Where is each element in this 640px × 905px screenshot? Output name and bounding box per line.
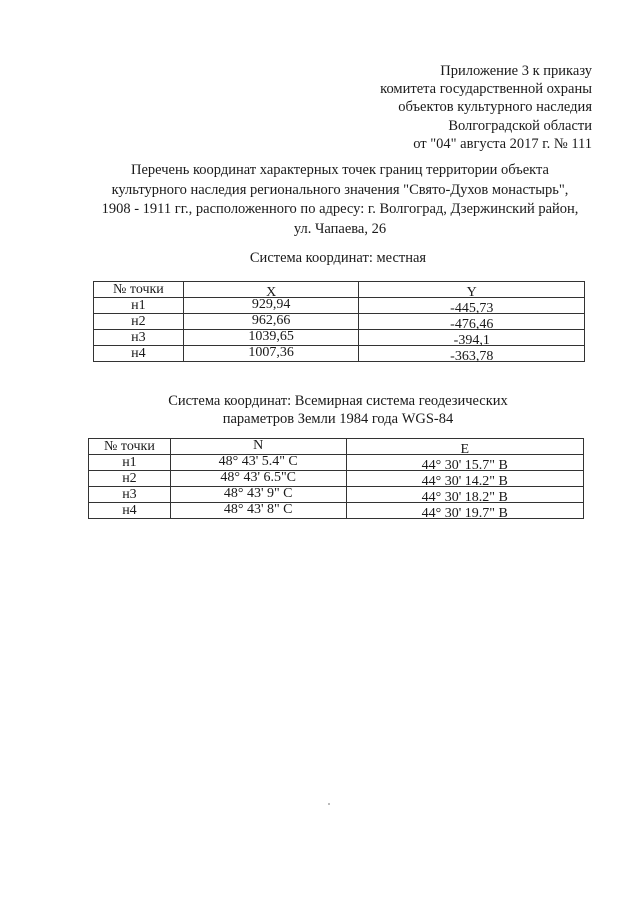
point-cell: н3 <box>94 330 184 346</box>
table-row <box>89 455 584 471</box>
wgs84-coordinates-table <box>88 438 584 519</box>
wgs-heading-line: Система координат: Всемирная система геодезических <box>168 393 508 409</box>
x-cell <box>183 298 359 314</box>
point-cell: н2 <box>89 471 171 487</box>
y-value: -394,1 <box>453 333 490 348</box>
appendix-header <box>380 62 592 153</box>
n-value: 48° 43' 5.4" С <box>218 454 298 469</box>
table-header-row <box>94 282 585 298</box>
column-header-y-text: Y <box>466 285 477 300</box>
table-row <box>89 471 584 487</box>
appendix-line: Волгоградской области <box>448 117 592 134</box>
point-cell: н3 <box>89 487 171 503</box>
e-value: 44° 30' 14.2" В <box>421 474 508 489</box>
column-header-e-text: E <box>460 442 470 457</box>
y-value: -476,46 <box>450 317 494 332</box>
table-row <box>89 503 584 519</box>
x-cell <box>183 314 359 330</box>
y-value: -363,78 <box>450 349 494 364</box>
local-coordinates-table <box>93 281 585 362</box>
scan-speck <box>328 803 330 805</box>
point-cell: н4 <box>94 346 184 362</box>
appendix-line: объектов культурного наследия <box>398 99 592 116</box>
n-value: 48° 43' 8" С <box>223 502 293 517</box>
point-cell: н4 <box>89 503 171 519</box>
local-system-heading <box>88 250 588 268</box>
column-header-x-text: X <box>266 285 277 300</box>
n-cell <box>170 487 346 503</box>
x-value: 929,94 <box>251 297 291 312</box>
n-cell <box>170 471 346 487</box>
table-row <box>94 346 585 362</box>
e-value: 44° 30' 19.7" В <box>421 506 508 521</box>
title-line: ул. Чапаева, 26 <box>293 220 387 237</box>
column-header-x <box>183 282 359 298</box>
n-value: 48° 43' 6.5"С <box>220 470 297 485</box>
title-line: 1908 - 1911 гг., расположенного по адресу: г. Волгоград, Дзержинский район, <box>101 201 579 217</box>
appendix-line: комитета государственной охраны <box>380 81 592 98</box>
table-row <box>89 487 584 503</box>
document-title <box>70 161 610 239</box>
appendix-line: Приложение 3 к приказу <box>440 63 592 79</box>
wgs-system-heading <box>88 393 588 428</box>
column-header-e <box>346 439 584 455</box>
y-value: -445,73 <box>450 301 494 316</box>
n-cell <box>170 503 346 519</box>
column-header-n-text: N <box>253 438 264 453</box>
column-header-point: № точки <box>94 282 184 298</box>
n-cell <box>170 455 346 471</box>
column-header-point: № точки <box>89 439 171 455</box>
point-cell: н2 <box>94 314 184 330</box>
point-cell: н1 <box>94 298 184 314</box>
table-row <box>94 298 585 314</box>
x-value: 1007,36 <box>248 345 294 360</box>
title-line: Перечень координат характерных точек границ территории объекта <box>131 162 549 178</box>
table-row <box>94 314 585 330</box>
point-cell: н1 <box>89 455 171 471</box>
x-cell <box>183 330 359 346</box>
title-line: культурного наследия регионального значения "Свято-Духов монастырь", <box>111 181 569 198</box>
wgs-heading-line: параметров Земли 1984 года WGS-84 <box>222 410 454 427</box>
appendix-line: от "04" августа 2017 г. № 111 <box>413 135 592 152</box>
column-header-y <box>359 282 585 298</box>
x-cell <box>183 346 359 362</box>
local-system-heading-text: Система координат: местная <box>249 250 427 266</box>
table-row <box>94 330 585 346</box>
x-value: 962,66 <box>251 313 291 328</box>
x-value: 1039,65 <box>248 329 294 344</box>
e-value: 44° 30' 18.2" В <box>421 490 508 505</box>
e-value: 44° 30' 15.7" В <box>421 458 508 473</box>
n-value: 48° 43' 9" С <box>223 486 293 501</box>
column-header-n <box>170 439 346 455</box>
table-header-row <box>89 439 584 455</box>
